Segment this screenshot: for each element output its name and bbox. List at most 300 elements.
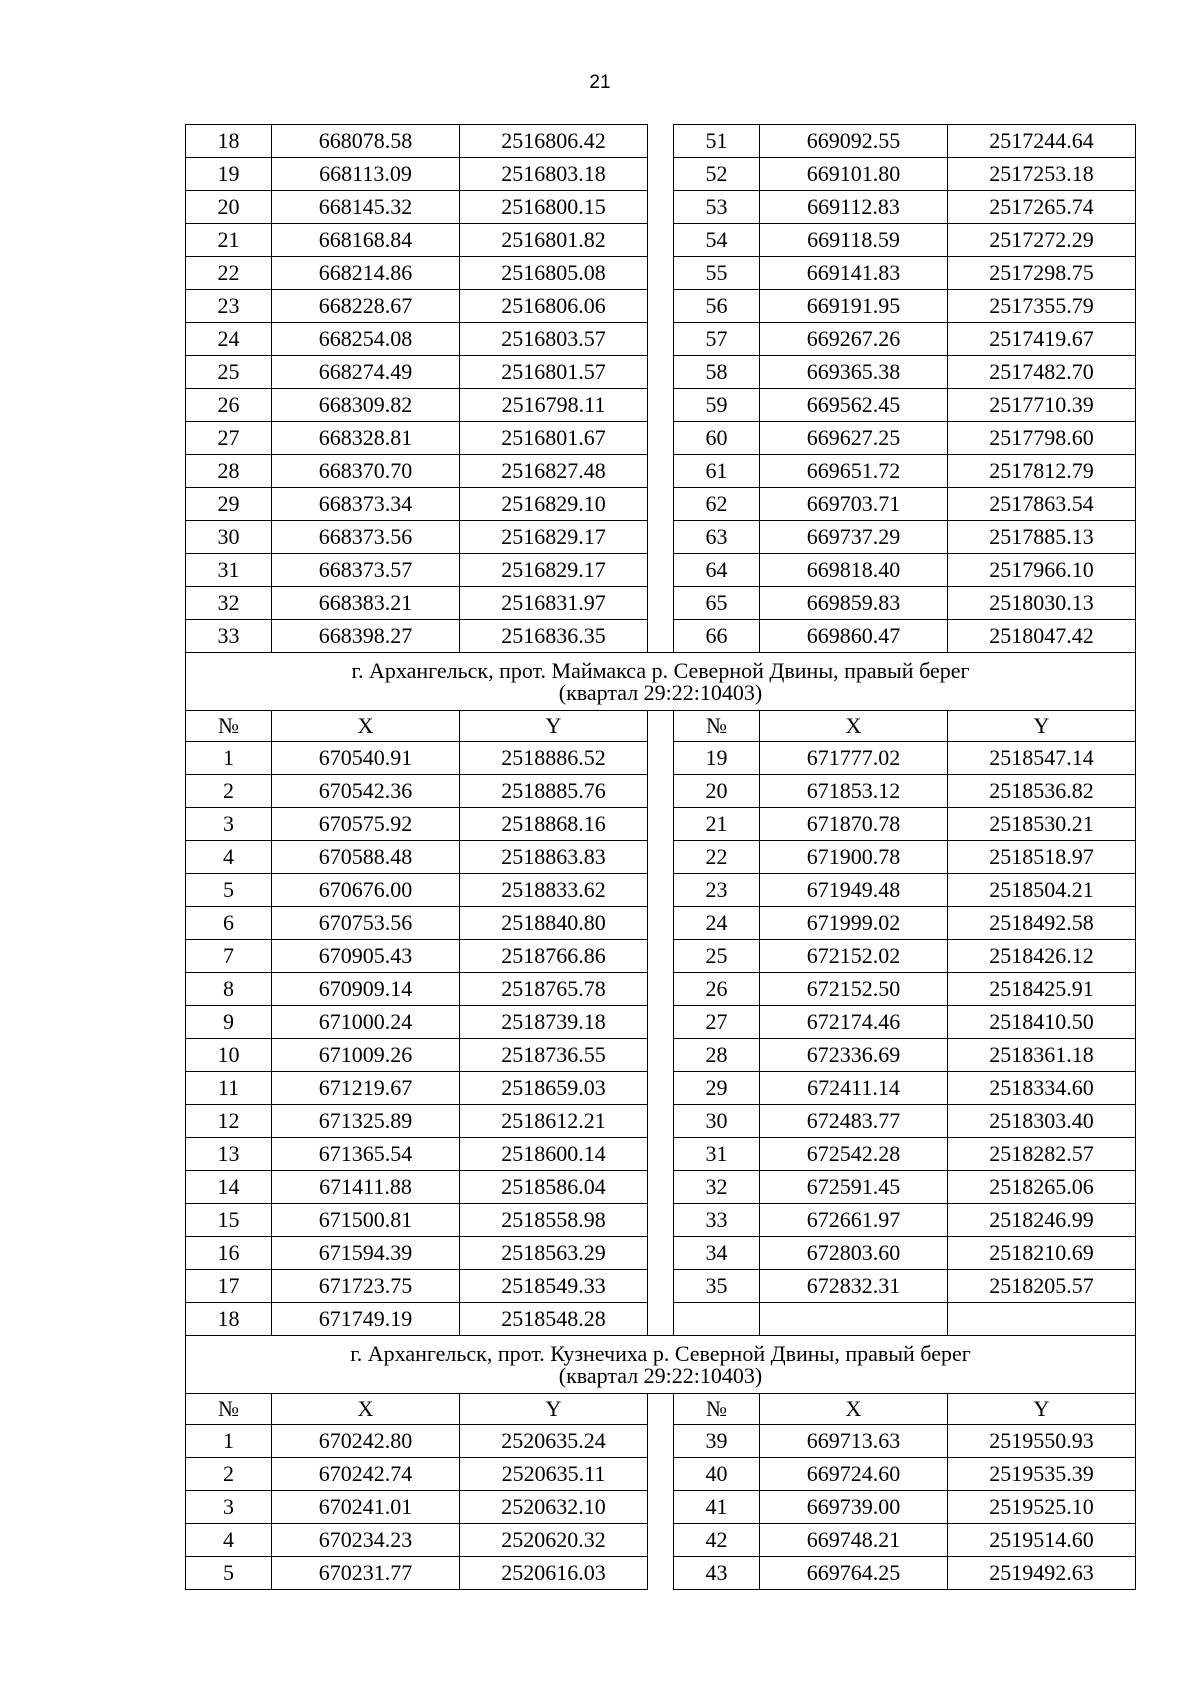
- y-coordinate-cell: 2518886.52: [460, 742, 648, 775]
- point-number-cell: 23: [674, 874, 760, 907]
- point-number-cell: 19: [186, 158, 272, 191]
- y-coordinate-cell: 2517272.29: [948, 224, 1136, 257]
- point-number-cell: 43: [674, 1557, 760, 1590]
- point-number-cell: 2: [186, 1458, 272, 1491]
- point-number-cell: 12: [186, 1105, 272, 1138]
- point-number-cell: 60: [674, 422, 760, 455]
- x-coordinate-cell: 672336.69: [760, 1039, 948, 1072]
- x-coordinate-cell: 668309.82: [272, 389, 460, 422]
- x-coordinate-cell: 671723.75: [272, 1270, 460, 1303]
- x-coordinate-cell: 669141.83: [760, 257, 948, 290]
- x-coordinate-cell: [760, 1303, 948, 1336]
- table-row: [186, 841, 1136, 874]
- table-row: [186, 1557, 1136, 1590]
- y-coordinate-cell: 2516801.57: [460, 356, 648, 389]
- x-coordinate-cell: 670241.01: [272, 1491, 460, 1524]
- column-gap: [648, 455, 674, 488]
- section-subtitle-line: (квартал 29:22:10403): [558, 1362, 763, 1388]
- point-number-cell: 29: [186, 488, 272, 521]
- point-number-cell: 1: [186, 1425, 272, 1458]
- y-coordinate-cell: 2518840.80: [460, 907, 648, 940]
- y-coordinate-cell: 2517798.60: [948, 422, 1136, 455]
- point-number-cell: 4: [186, 1524, 272, 1557]
- y-coordinate-cell: 2516831.97: [460, 587, 648, 620]
- x-coordinate-cell: 671365.54: [272, 1138, 460, 1171]
- y-coordinate-cell: 2516836.35: [460, 620, 648, 653]
- y-coordinate-cell: 2518530.21: [948, 808, 1136, 841]
- point-number-cell: 61: [674, 455, 760, 488]
- table-row: [186, 356, 1136, 389]
- y-coordinate-cell: 2518047.42: [948, 620, 1136, 653]
- x-coordinate-cell: 669748.21: [760, 1524, 948, 1557]
- x-coordinate-cell: 671777.02: [760, 742, 948, 775]
- column-gap: [648, 554, 674, 587]
- x-coordinate-cell: 671999.02: [760, 907, 948, 940]
- point-number-cell: 59: [674, 389, 760, 422]
- column-gap: [648, 521, 674, 554]
- y-coordinate-cell: 2516800.15: [460, 191, 648, 224]
- table-row: [186, 973, 1136, 1006]
- point-number-cell: 63: [674, 521, 760, 554]
- column-header-row: [186, 1394, 1136, 1425]
- x-coordinate-cell: 672542.28: [760, 1138, 948, 1171]
- y-coordinate-cell: 2518868.16: [460, 808, 648, 841]
- y-coordinate-cell: 2518885.76: [460, 775, 648, 808]
- point-number-cell: 35: [674, 1270, 760, 1303]
- section-title-row: [186, 1336, 1136, 1394]
- column-gap: [648, 323, 674, 356]
- point-number-cell: 42: [674, 1524, 760, 1557]
- y-coordinate-cell: 2518265.06: [948, 1171, 1136, 1204]
- y-coordinate-cell: 2517253.18: [948, 158, 1136, 191]
- y-coordinate-cell: 2517812.79: [948, 455, 1136, 488]
- point-number-cell: 54: [674, 224, 760, 257]
- point-number-cell: 33: [186, 620, 272, 653]
- column-gap: [648, 158, 674, 191]
- x-coordinate-cell: 670231.77: [272, 1557, 460, 1590]
- y-coordinate-cell: 2518492.58: [948, 907, 1136, 940]
- table-row: [186, 1105, 1136, 1138]
- x-coordinate-cell: 669859.83: [760, 587, 948, 620]
- column-gap: [648, 1204, 674, 1237]
- point-number-cell: 17: [186, 1270, 272, 1303]
- point-number-cell: 16: [186, 1237, 272, 1270]
- point-number-cell: 28: [186, 455, 272, 488]
- table-row: [186, 1237, 1136, 1270]
- point-number-cell: 30: [186, 521, 272, 554]
- y-coordinate-cell: 2517710.39: [948, 389, 1136, 422]
- y-coordinate-cell: 2518739.18: [460, 1006, 648, 1039]
- column-gap: [648, 1394, 674, 1425]
- x-coordinate-cell: 668145.32: [272, 191, 460, 224]
- column-gap: [648, 1303, 674, 1336]
- point-number-cell: 30: [674, 1105, 760, 1138]
- table-row: [186, 422, 1136, 455]
- column-gap: [648, 1524, 674, 1557]
- table-row: [186, 1039, 1136, 1072]
- table-row: [186, 455, 1136, 488]
- y-coordinate-cell: 2519492.63: [948, 1557, 1136, 1590]
- y-coordinate-cell: 2518410.50: [948, 1006, 1136, 1039]
- y-coordinate-cell: 2518504.21: [948, 874, 1136, 907]
- column-gap: [648, 191, 674, 224]
- y-coordinate-cell: 2518612.21: [460, 1105, 648, 1138]
- page-number: 21: [589, 72, 611, 93]
- point-number-cell: 39: [674, 1425, 760, 1458]
- y-coordinate-cell: 2518549.33: [460, 1270, 648, 1303]
- x-coordinate-cell: 672483.77: [760, 1105, 948, 1138]
- table-row: [186, 620, 1136, 653]
- point-number-cell: 2: [186, 775, 272, 808]
- point-number-cell: 3: [186, 808, 272, 841]
- x-coordinate-cell: 668113.09: [272, 158, 460, 191]
- table-row: [186, 389, 1136, 422]
- table-row: [186, 874, 1136, 907]
- x-coordinate-cell: 669703.71: [760, 488, 948, 521]
- x-coordinate-cell: 670905.43: [272, 940, 460, 973]
- column-gap: [648, 1105, 674, 1138]
- table-row: [186, 191, 1136, 224]
- x-coordinate-cell: 670753.56: [272, 907, 460, 940]
- point-number-cell: 24: [186, 323, 272, 356]
- point-number-cell: 41: [674, 1491, 760, 1524]
- point-number-cell: 20: [674, 775, 760, 808]
- header-x: X: [272, 711, 460, 742]
- y-coordinate-cell: 2518518.97: [948, 841, 1136, 874]
- point-number-cell: 28: [674, 1039, 760, 1072]
- table-row: [186, 521, 1136, 554]
- point-number-cell: 32: [674, 1171, 760, 1204]
- table-row: [186, 808, 1136, 841]
- x-coordinate-cell: 668214.86: [272, 257, 460, 290]
- column-gap: [648, 742, 674, 775]
- point-number-cell: 33: [674, 1204, 760, 1237]
- y-coordinate-cell: 2516803.18: [460, 158, 648, 191]
- x-coordinate-cell: 672411.14: [760, 1072, 948, 1105]
- point-number-cell: 15: [186, 1204, 272, 1237]
- y-coordinate-cell: 2519550.93: [948, 1425, 1136, 1458]
- y-coordinate-cell: 2517419.67: [948, 323, 1136, 356]
- x-coordinate-cell: 671594.39: [272, 1237, 460, 1270]
- table-row: [186, 290, 1136, 323]
- x-coordinate-cell: 669818.40: [760, 554, 948, 587]
- x-coordinate-cell: 668328.81: [272, 422, 460, 455]
- y-coordinate-cell: 2520635.24: [460, 1425, 648, 1458]
- column-gap: [648, 389, 674, 422]
- point-number-cell: 55: [674, 257, 760, 290]
- table-row: [186, 1204, 1136, 1237]
- x-coordinate-cell: 668383.21: [272, 587, 460, 620]
- section-title-row: [186, 653, 1136, 711]
- x-coordinate-cell: 669713.63: [760, 1425, 948, 1458]
- column-gap: [648, 1237, 674, 1270]
- x-coordinate-cell: 668373.56: [272, 521, 460, 554]
- x-coordinate-cell: 669724.60: [760, 1458, 948, 1491]
- y-coordinate-cell: 2517863.54: [948, 488, 1136, 521]
- x-coordinate-cell: 668168.84: [272, 224, 460, 257]
- x-coordinate-cell: 672661.97: [760, 1204, 948, 1237]
- x-coordinate-cell: 671325.89: [272, 1105, 460, 1138]
- column-gap: [648, 290, 674, 323]
- y-coordinate-cell: 2520635.11: [460, 1458, 648, 1491]
- x-coordinate-cell: 669562.45: [760, 389, 948, 422]
- point-number-cell: 21: [186, 224, 272, 257]
- x-coordinate-cell: 671219.67: [272, 1072, 460, 1105]
- point-number-cell: 34: [674, 1237, 760, 1270]
- point-number-cell: 22: [674, 841, 760, 874]
- x-coordinate-cell: 669092.55: [760, 125, 948, 158]
- y-coordinate-cell: 2516805.08: [460, 257, 648, 290]
- x-coordinate-cell: 669267.26: [760, 323, 948, 356]
- table-row: [186, 224, 1136, 257]
- table-row: [186, 907, 1136, 940]
- point-number-cell: 26: [186, 389, 272, 422]
- point-number-cell: 14: [186, 1171, 272, 1204]
- x-coordinate-cell: 672174.46: [760, 1006, 948, 1039]
- x-coordinate-cell: 668373.57: [272, 554, 460, 587]
- point-number-cell: 4: [186, 841, 272, 874]
- y-coordinate-cell: 2516798.11: [460, 389, 648, 422]
- x-coordinate-cell: 671009.26: [272, 1039, 460, 1072]
- x-coordinate-cell: 669112.83: [760, 191, 948, 224]
- point-number-cell: 23: [186, 290, 272, 323]
- table-row: [186, 488, 1136, 521]
- x-coordinate-cell: 668373.34: [272, 488, 460, 521]
- y-coordinate-cell: 2518548.28: [460, 1303, 648, 1336]
- x-coordinate-cell: 672152.50: [760, 973, 948, 1006]
- column-gap: [648, 874, 674, 907]
- header-y: Y: [460, 1394, 648, 1425]
- header-number: №: [186, 1394, 272, 1425]
- column-gap: [648, 1171, 674, 1204]
- point-number-cell: 29: [674, 1072, 760, 1105]
- y-coordinate-cell: 2518361.18: [948, 1039, 1136, 1072]
- column-gap: [648, 1425, 674, 1458]
- table-row: [186, 1425, 1136, 1458]
- y-coordinate-cell: 2516829.17: [460, 521, 648, 554]
- point-number-cell: 31: [186, 554, 272, 587]
- y-coordinate-cell: 2516829.17: [460, 554, 648, 587]
- y-coordinate-cell: 2518586.04: [460, 1171, 648, 1204]
- header-x: X: [760, 1394, 948, 1425]
- x-coordinate-cell: 671853.12: [760, 775, 948, 808]
- y-coordinate-cell: 2517244.64: [948, 125, 1136, 158]
- table-row: [186, 1072, 1136, 1105]
- y-coordinate-cell: 2517265.74: [948, 191, 1136, 224]
- header-y: Y: [948, 1394, 1136, 1425]
- point-number-cell: 40: [674, 1458, 760, 1491]
- y-coordinate-cell: 2516801.67: [460, 422, 648, 455]
- y-coordinate-cell: 2517966.10: [948, 554, 1136, 587]
- x-coordinate-cell: 670588.48: [272, 841, 460, 874]
- y-coordinate-cell: 2518303.40: [948, 1105, 1136, 1138]
- y-coordinate-cell: 2519535.39: [948, 1458, 1136, 1491]
- table-row: [186, 775, 1136, 808]
- point-number-cell: 13: [186, 1138, 272, 1171]
- point-number-cell: 18: [186, 1303, 272, 1336]
- point-number-cell: 21: [674, 808, 760, 841]
- point-number-cell: 10: [186, 1039, 272, 1072]
- x-coordinate-cell: 671900.78: [760, 841, 948, 874]
- point-number-cell: 24: [674, 907, 760, 940]
- column-gap: [648, 587, 674, 620]
- y-coordinate-cell: 2518246.99: [948, 1204, 1136, 1237]
- column-gap: [648, 356, 674, 389]
- column-gap: [648, 775, 674, 808]
- x-coordinate-cell: 669764.25: [760, 1557, 948, 1590]
- column-gap: [648, 125, 674, 158]
- point-number-cell: 53: [674, 191, 760, 224]
- y-coordinate-cell: 2520632.10: [460, 1491, 648, 1524]
- header-y: Y: [948, 711, 1136, 742]
- x-coordinate-cell: 670234.23: [272, 1524, 460, 1557]
- section-title: [186, 1336, 1136, 1394]
- point-number-cell: 20: [186, 191, 272, 224]
- y-coordinate-cell: 2518425.91: [948, 973, 1136, 1006]
- y-coordinate-cell: 2519514.60: [948, 1524, 1136, 1557]
- section-subtitle-line: (квартал 29:22:10403): [558, 679, 763, 705]
- y-coordinate-cell: [948, 1303, 1136, 1336]
- coordinates-table: [185, 124, 1136, 1590]
- y-coordinate-cell: 2518765.78: [460, 973, 648, 1006]
- header-x: X: [272, 1394, 460, 1425]
- y-coordinate-cell: 2520616.03: [460, 1557, 648, 1590]
- column-gap: [648, 1006, 674, 1039]
- point-number-cell: 7: [186, 940, 272, 973]
- table-row: [186, 1138, 1136, 1171]
- column-gap: [648, 841, 674, 874]
- point-number-cell: 51: [674, 125, 760, 158]
- x-coordinate-cell: 670540.91: [272, 742, 460, 775]
- x-coordinate-cell: 668274.49: [272, 356, 460, 389]
- x-coordinate-cell: 670242.74: [272, 1458, 460, 1491]
- x-coordinate-cell: 669101.80: [760, 158, 948, 191]
- point-number-cell: 5: [186, 1557, 272, 1590]
- y-coordinate-cell: 2518863.83: [460, 841, 648, 874]
- x-coordinate-cell: 668228.67: [272, 290, 460, 323]
- x-coordinate-cell: 669860.47: [760, 620, 948, 653]
- point-number-cell: 66: [674, 620, 760, 653]
- x-coordinate-cell: 671949.48: [760, 874, 948, 907]
- x-coordinate-cell: 668398.27: [272, 620, 460, 653]
- y-coordinate-cell: 2518030.13: [948, 587, 1136, 620]
- y-coordinate-cell: 2516806.06: [460, 290, 648, 323]
- point-number-cell: 56: [674, 290, 760, 323]
- point-number-cell: 64: [674, 554, 760, 587]
- x-coordinate-cell: 671870.78: [760, 808, 948, 841]
- y-coordinate-cell: 2516806.42: [460, 125, 648, 158]
- column-gap: [648, 488, 674, 521]
- point-number-cell: 25: [186, 356, 272, 389]
- x-coordinate-cell: 672803.60: [760, 1237, 948, 1270]
- y-coordinate-cell: 2520620.32: [460, 1524, 648, 1557]
- y-coordinate-cell: 2518536.82: [948, 775, 1136, 808]
- table-row: [186, 1491, 1136, 1524]
- point-number-cell: 65: [674, 587, 760, 620]
- point-number-cell: 25: [674, 940, 760, 973]
- x-coordinate-cell: 669365.38: [760, 356, 948, 389]
- y-coordinate-cell: 2517482.70: [948, 356, 1136, 389]
- point-number-cell: 19: [674, 742, 760, 775]
- column-gap: [648, 1557, 674, 1590]
- point-number-cell: 27: [186, 422, 272, 455]
- table-row: [186, 1171, 1136, 1204]
- point-number-cell: 31: [674, 1138, 760, 1171]
- point-number-cell: 57: [674, 323, 760, 356]
- point-number-cell: 3: [186, 1491, 272, 1524]
- point-number-cell: [674, 1303, 760, 1336]
- x-coordinate-cell: 668078.58: [272, 125, 460, 158]
- x-coordinate-cell: 669651.72: [760, 455, 948, 488]
- y-coordinate-cell: 2517298.75: [948, 257, 1136, 290]
- y-coordinate-cell: 2517885.13: [948, 521, 1136, 554]
- y-coordinate-cell: 2518766.86: [460, 940, 648, 973]
- y-coordinate-cell: 2519525.10: [948, 1491, 1136, 1524]
- x-coordinate-cell: 669739.00: [760, 1491, 948, 1524]
- header-number: №: [674, 711, 760, 742]
- y-coordinate-cell: 2518210.69: [948, 1237, 1136, 1270]
- column-gap: [648, 907, 674, 940]
- table-row: [186, 1303, 1136, 1336]
- point-number-cell: 32: [186, 587, 272, 620]
- point-number-cell: 27: [674, 1006, 760, 1039]
- column-gap: [648, 973, 674, 1006]
- column-gap: [648, 422, 674, 455]
- y-coordinate-cell: 2518736.55: [460, 1039, 648, 1072]
- x-coordinate-cell: 668254.08: [272, 323, 460, 356]
- column-gap: [648, 1491, 674, 1524]
- x-coordinate-cell: 671500.81: [272, 1204, 460, 1237]
- header-number: №: [674, 1394, 760, 1425]
- y-coordinate-cell: 2518334.60: [948, 1072, 1136, 1105]
- point-number-cell: 11: [186, 1072, 272, 1105]
- table-row: [186, 257, 1136, 290]
- x-coordinate-cell: 670242.80: [272, 1425, 460, 1458]
- table-row: [186, 587, 1136, 620]
- y-coordinate-cell: 2518547.14: [948, 742, 1136, 775]
- header-number: №: [186, 711, 272, 742]
- x-coordinate-cell: 672591.45: [760, 1171, 948, 1204]
- table-row: [186, 1458, 1136, 1491]
- x-coordinate-cell: 670575.92: [272, 808, 460, 841]
- x-coordinate-cell: 671749.19: [272, 1303, 460, 1336]
- x-coordinate-cell: 670909.14: [272, 973, 460, 1006]
- y-coordinate-cell: 2518558.98: [460, 1204, 648, 1237]
- y-coordinate-cell: 2518659.03: [460, 1072, 648, 1105]
- x-coordinate-cell: 672832.31: [760, 1270, 948, 1303]
- point-number-cell: 1: [186, 742, 272, 775]
- y-coordinate-cell: 2518205.57: [948, 1270, 1136, 1303]
- column-gap: [648, 808, 674, 841]
- point-number-cell: 5: [186, 874, 272, 907]
- section-title-line: г. Архангельск, прот. Маймакса р. Северной Двины, правый берег: [351, 657, 970, 683]
- column-gap: [648, 1138, 674, 1171]
- y-coordinate-cell: 2518282.57: [948, 1138, 1136, 1171]
- table-row: [186, 158, 1136, 191]
- x-coordinate-cell: 672152.02: [760, 940, 948, 973]
- x-coordinate-cell: 670676.00: [272, 874, 460, 907]
- x-coordinate-cell: 671411.88: [272, 1171, 460, 1204]
- point-number-cell: 26: [674, 973, 760, 1006]
- table-row: [186, 940, 1136, 973]
- column-gap: [648, 940, 674, 973]
- x-coordinate-cell: 669118.59: [760, 224, 948, 257]
- y-coordinate-cell: 2518833.62: [460, 874, 648, 907]
- header-x: X: [760, 711, 948, 742]
- x-coordinate-cell: 669737.29: [760, 521, 948, 554]
- column-header-row: [186, 711, 1136, 742]
- table-row: [186, 742, 1136, 775]
